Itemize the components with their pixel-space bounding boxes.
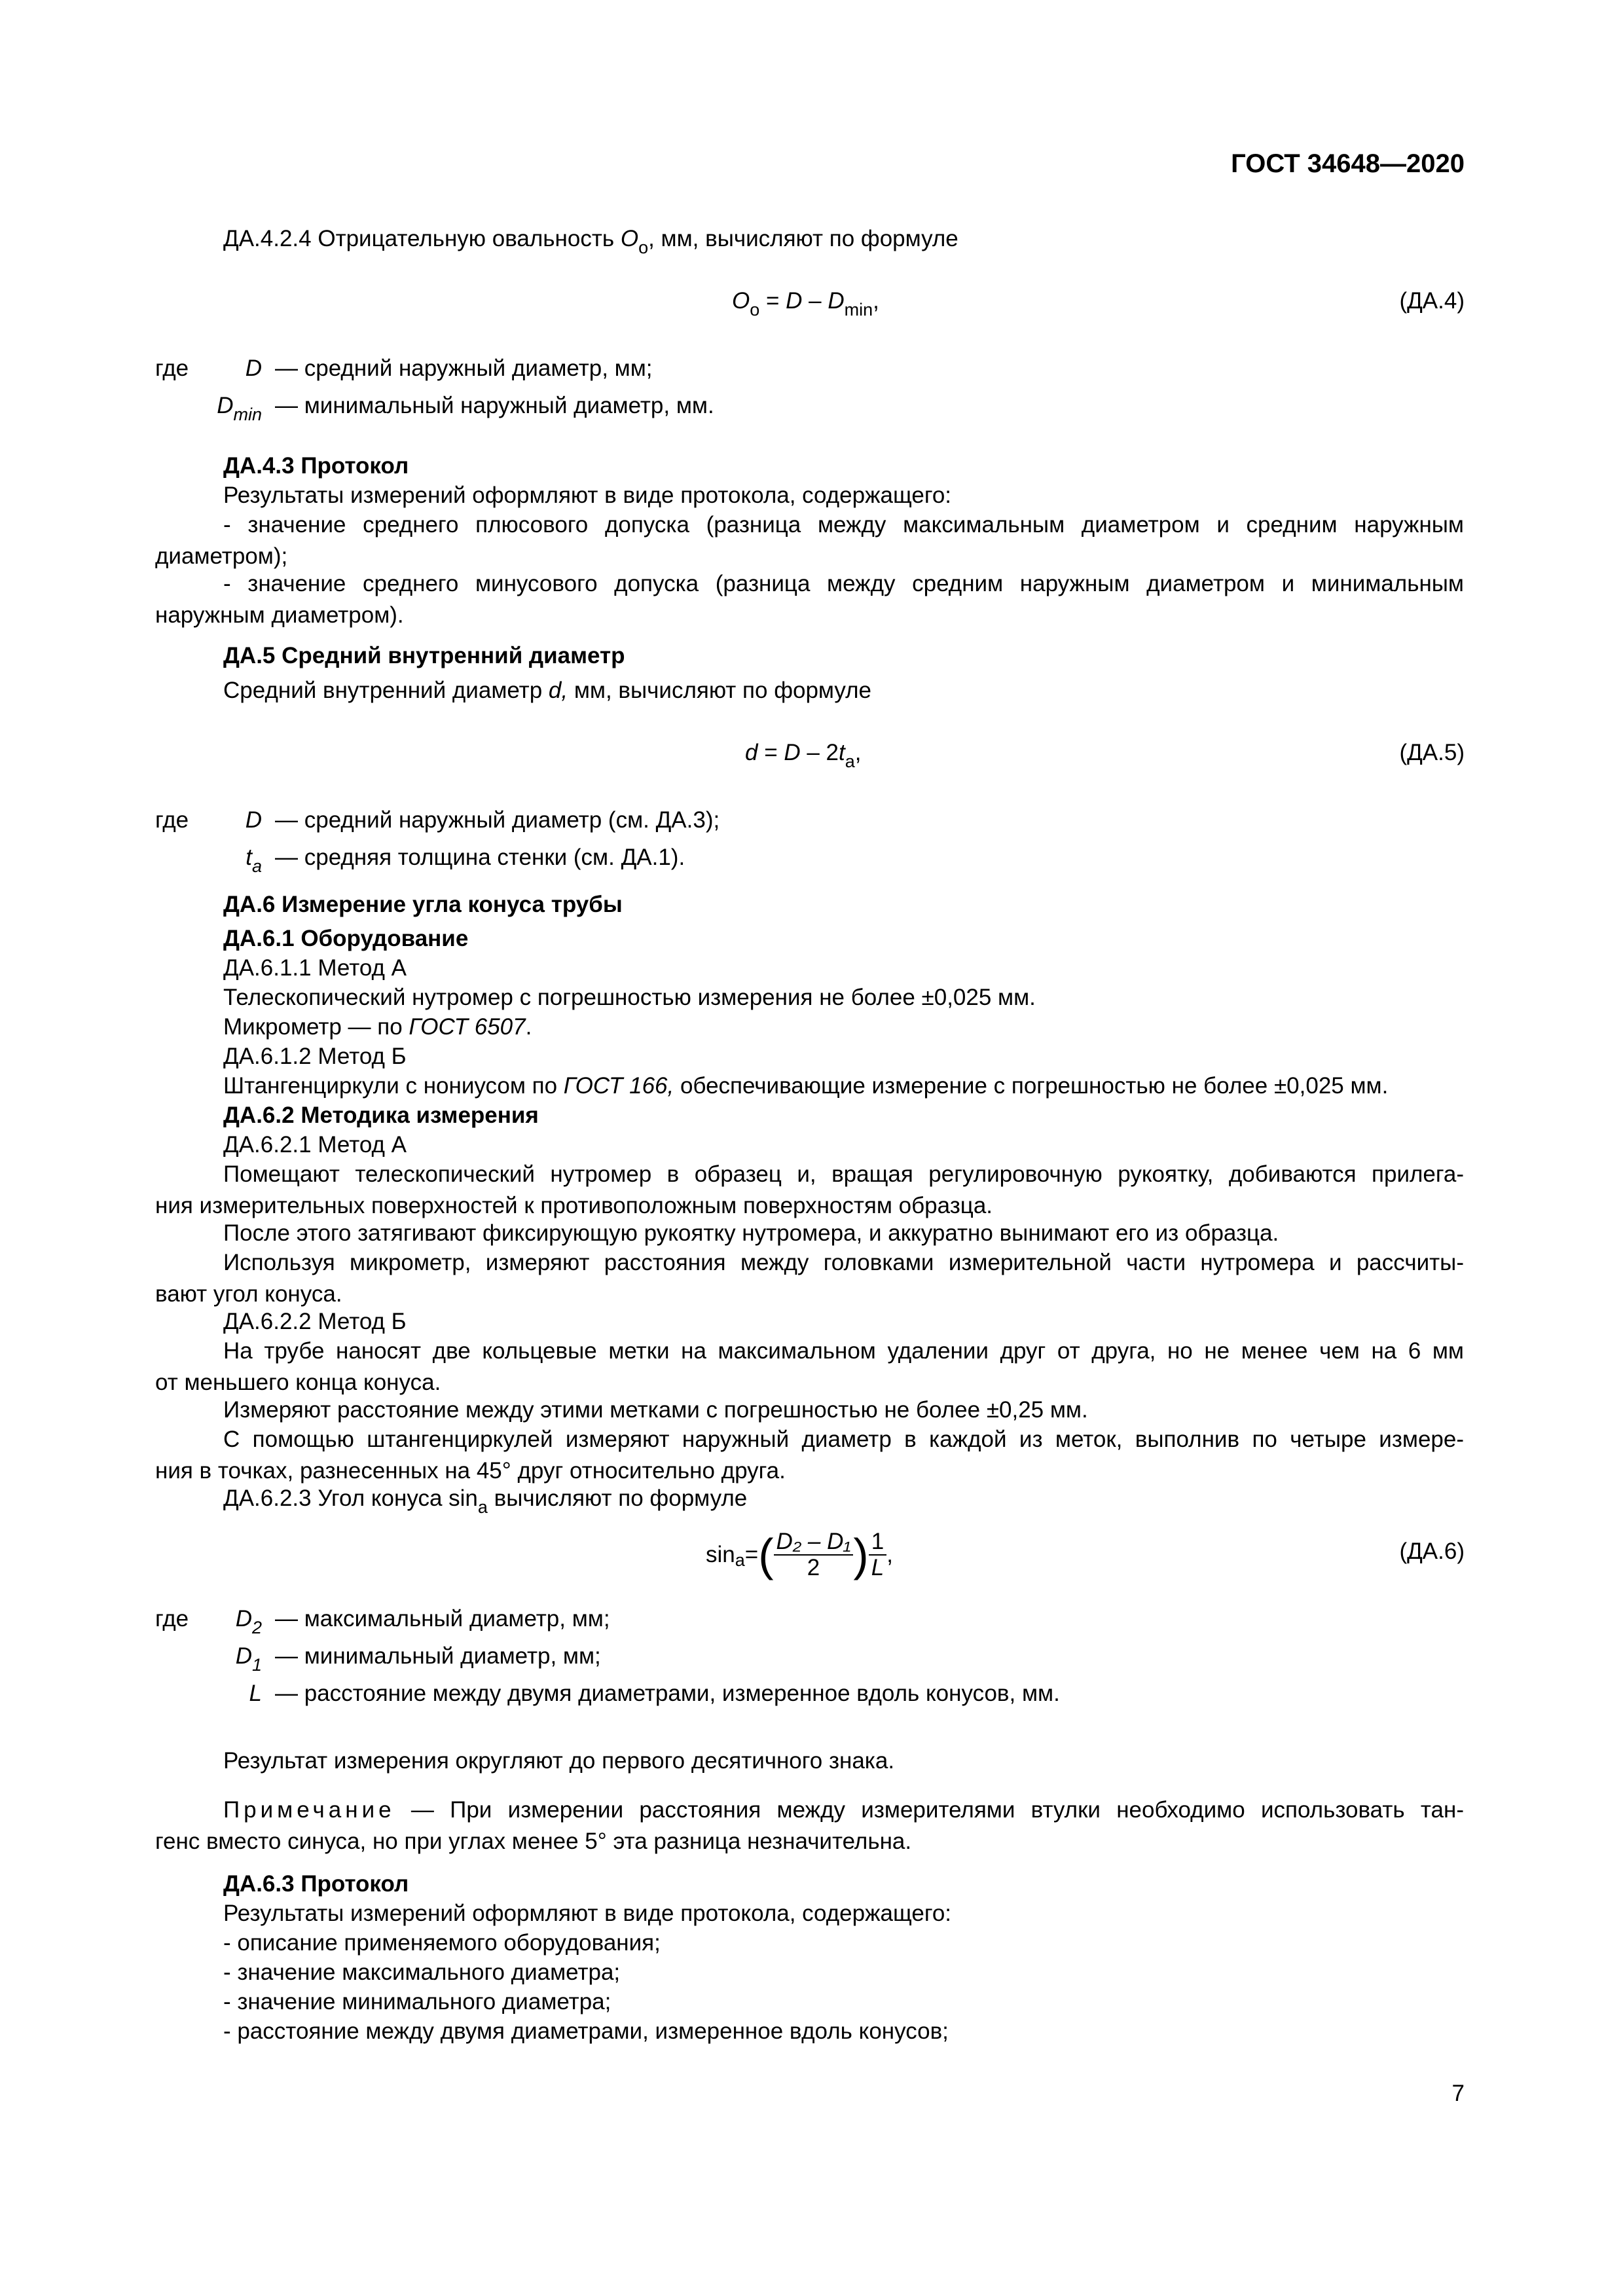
equation-number-da4: (ДА.4) (1399, 288, 1465, 314)
paragraph: Измеряют расстояние между этими метками с погрешностью не более ±0,25 мм. (223, 1397, 1088, 1423)
paragraph-continuation: ния измерительных поверхностей к противоположным поверхностям образца. (155, 1193, 993, 1218)
where-symbol: D (245, 355, 262, 381)
where-symbol: L (249, 1681, 262, 1706)
paragraph-da623: ДА.6.2.3 Угол конуса $\sin_a$ вычисляют по формуле (223, 1485, 748, 1517)
equation-number-da5: (ДА.5) (1399, 740, 1465, 765)
where-definition: — расстояние между двумя диаметрами, измеренное вдоль конусов, мм. (275, 1681, 1060, 1706)
paren-right: ) (853, 1529, 869, 1580)
page-number: 7 (1451, 2081, 1465, 2106)
where-symbol: $t_a$ (246, 845, 262, 876)
list-item: - значение среднего плюсового допуска (разница между максимальным диаметром и средним наружным (223, 512, 1464, 538)
equation-number-da6: (ДА.6) (1399, 1539, 1465, 1564)
heading-da43: ДА.4.3 Протокол (223, 453, 409, 479)
paragraph: Штангенциркули с нониусом по ГОСТ 166, обеспечивающие измерение с погрешностью не более ±0,025 мм. (223, 1073, 1389, 1099)
paragraph: Результаты измерений оформляют в виде протокола, содержащего: (223, 1901, 952, 1926)
paragraph: После этого затягивают фиксирующую рукоятку нутромера, и аккуратно вынимают его из образца. (223, 1220, 1279, 1246)
where-definition: — средний наружный диаметр (см. ДА.3); (275, 807, 720, 833)
list-item: - значение минимального диаметра; (223, 1989, 611, 2014)
heading-da61: ДА.6.1 Оборудование (223, 926, 469, 951)
page-header-standard: ГОСТ 34648—2020 (1231, 149, 1465, 178)
paragraph: Помещают телескопический нутромер в образец и, вращая регулировочную рукоятку, добиваются прилега- (223, 1161, 1464, 1187)
equation-da6: sin a = ( $\frac{\text{D₂ – D₁}}{2}$ ) $\frac{1}{L}$ , (706, 1529, 893, 1580)
paragraph: Результаты измерений оформляют в виде протокола, содержащего: (223, 483, 952, 508)
method-label: ДА.6.2.1 Метод А (223, 1132, 407, 1157)
where-word: где (155, 1606, 189, 1631)
method-label: ДА.6.1.2 Метод Б (223, 1044, 407, 1069)
equation-da4: $O_o = D - D_{min}$, (732, 288, 879, 319)
list-item-continuation: диаметром); (155, 543, 288, 569)
list-item: - значение среднего минусового допуска (разница между средним наружным диаметром и минимальным (223, 571, 1464, 596)
where-definition: — средняя толщина стенки (см. ДА.1). (275, 845, 685, 870)
paragraph-continuation: ния в точках, разнесенных на 45° друг относительно друга. (155, 1458, 786, 1484)
where-symbol: $D_1$ (235, 1643, 262, 1675)
paren-left: ( (758, 1529, 774, 1580)
where-definition: — минимальный наружный диаметр, мм. (275, 393, 714, 418)
heading-da6: ДА.6 Измерение угла конуса трубы (223, 892, 623, 917)
paragraph-continuation: вают угол конуса. (155, 1281, 342, 1307)
method-label: ДА.6.2.2 Метод Б (223, 1309, 407, 1334)
fraction: $\frac{\text{D₂ – D₁}}{2}$ (774, 1529, 854, 1580)
equation-da5: $d = D - 2t_a$, (745, 740, 862, 771)
note-continuation: генс вместо синуса, но при углах менее 5° эта разница незначительна. (155, 1829, 912, 1854)
paragraph-da424: ДА.4.2.4 Отрицательную овальность $O_o$, мм, вычисляют по формуле (223, 226, 958, 257)
heading-da62: ДА.6.2 Методика измерения (223, 1102, 539, 1128)
where-word: где (155, 355, 189, 381)
where-symbol: $D_{min}$ (217, 393, 262, 424)
paragraph: На трубе наносят две кольцевые метки на максимальном удалении друг от друга, но не менее чем на 6 мм (223, 1338, 1464, 1364)
list-item: - значение максимального диаметра; (223, 1959, 621, 1985)
where-definition: — максимальный диаметр, мм; (275, 1606, 610, 1631)
paragraph: Используя микрометр, измеряют расстояния между головками измерительной части нутромера и рассчиты- (223, 1250, 1464, 1275)
where-definition: — средний наружный диаметр, мм; (275, 355, 653, 381)
where-word: где (155, 807, 189, 833)
method-label: ДА.6.1.1 Метод А (223, 955, 407, 981)
where-symbol: $D_2$ (235, 1606, 262, 1637)
fraction: $\frac{1}{L}$ (869, 1529, 886, 1580)
paragraph-result: Результат измерения округляют до первого десятичного знака. (223, 1748, 895, 1774)
list-item: - расстояние между двумя диаметрами, измеренное вдоль конусов; (223, 2018, 949, 2044)
where-symbol: D (245, 807, 262, 833)
paragraph: Телескопический нутромер с погрешностью измерения не более ±0,025 мм. (223, 985, 1036, 1010)
heading-da5: ДА.5 Средний внутренний диаметр (223, 643, 625, 668)
list-item-continuation: наружным диаметром). (155, 602, 404, 628)
paragraph-da5: Средний внутренний диаметр d, мм, вычисляют по формуле (223, 678, 871, 703)
list-item: - описание применяемого оборудования; (223, 1930, 661, 1956)
paragraph-continuation: от меньшего конца конуса. (155, 1370, 441, 1395)
paragraph: Микрометр — по ГОСТ 6507. (223, 1014, 532, 1040)
paragraph: С помощью штангенциркулей измеряют наружный диаметр в каждой из меток, выполнив по четыре измере- (223, 1427, 1464, 1452)
note: Примечание — При измерении расстояния между измерителями втулки необходимо использовать тан- (223, 1797, 1464, 1823)
where-definition: — минимальный диаметр, мм; (275, 1643, 601, 1669)
heading-da63: ДА.6.3 Протокол (223, 1871, 409, 1897)
